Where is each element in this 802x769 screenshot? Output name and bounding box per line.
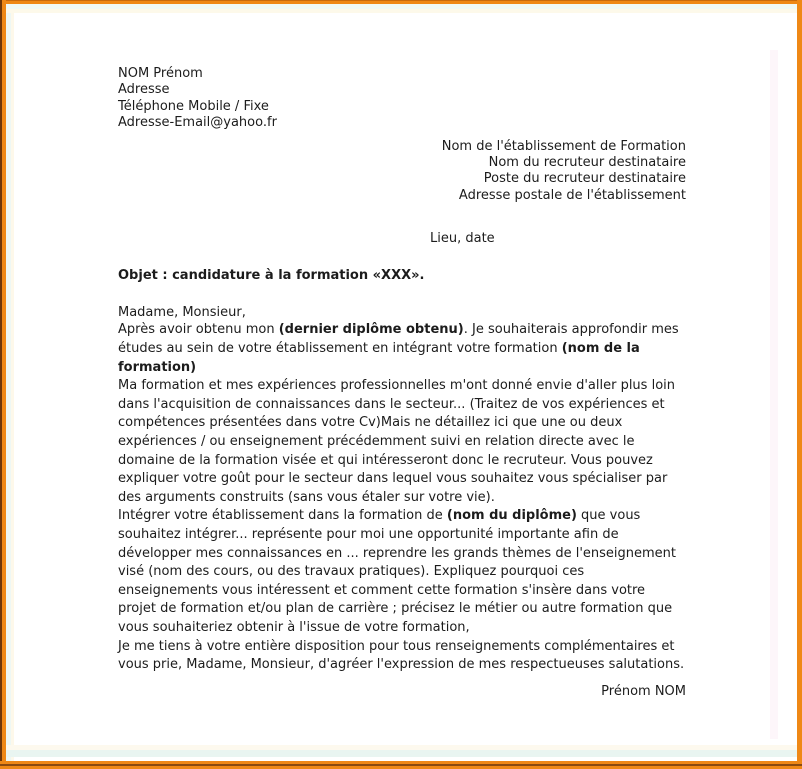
recipient-postal-address-line: Adresse postale de l'établissement [458, 187, 686, 203]
paragraph-text: Ma formation et mes expériences professionnelles m'ont donné envie d'aller plus loin dans l'acquisition de connaissances dans le secteur... (Traitez de vos expériences et compétences présentées dans votre Cv)Mais ne détaillez ici que une ou deux expériences / ou enseignement précédemment suivi en relation directe avec le domaine de la formation visée et qui intéresseront donc le recruteur. Vous pouvez expliquer votre goût pour le secteur dans lequel vous souhaitez vous spécialiser par des arguments construits (sans vous étaler sur votre vie). [118, 378, 675, 505]
placeholder-bold-text: (dernier diplôme obtenu) [278, 322, 464, 338]
frame-border-right [797, 0, 802, 769]
sender-name-line: NOM Prénom [118, 66, 203, 81]
frame-border-bottom [0, 761, 802, 769]
paragraph-experience [118, 377, 686, 507]
paragraph-intro [118, 321, 686, 377]
paragraph-text: que vous souhaitez intégrer... représente pour moi une opportunité importante afin de développer mes connaissances en ... reprendre les grands thèmes de l'enseignement visé (nom des cours, ou des travaux pratiques). Expliquez pourquoi ces enseignements vous intéressent et comment cette formation s'insère dans votre projet de formation et/ou plan de carrière ; précisez le métier ou autre formation que vous souhaiteriez obtenir à l'issue de votre formation, [118, 508, 677, 635]
paragraph-motivation [118, 507, 686, 637]
artifact-strip-right-pink [770, 50, 778, 739]
placeholder-bold-text: (nom de la formation) [118, 341, 640, 375]
recipient-block [118, 139, 686, 205]
sender-phone-line: Téléphone Mobile / Fixe [118, 98, 269, 114]
paragraph-text: Intégrer votre établissement dans la formation de [118, 508, 447, 524]
letter-content [118, 0, 686, 700]
artifact-strip-bottom-cyan [0, 750, 802, 757]
recipient-recruiter-name-line: Nom du recruteur destinataire [488, 155, 686, 171]
place-date: Lieu, date [430, 231, 495, 247]
recipient-recruiter-position-line: Poste du recruteur destinataire [483, 171, 686, 187]
sender-email-line: Adresse-Email@yahoo.fr [118, 115, 277, 131]
placeholder-bold-text: (nom du diplôme) [446, 508, 577, 524]
paragraph-text: Je me tiens à votre entière disposition pour tous renseignements complémentaires et vous prie, Madame, Monsieur, d'agréer l'expression de mes respectueuses salutations. [118, 638, 685, 673]
frame-border-left [0, 0, 6, 769]
paragraph-text: . Je souhaiterais approfondir mes études au sein de votre établissement en intégrant votre formation [118, 322, 679, 357]
sender-address-line: Adresse [118, 82, 170, 98]
subject-line: Objet : candidature à la formation «XXX». [118, 267, 425, 283]
paragraph-closing [118, 638, 686, 675]
recipient-establishment-line: Nom de l'établissement de Formation [441, 138, 686, 154]
artifact-strip-left-cream [11, 4, 14, 761]
sender-block [118, 66, 686, 132]
paragraph-text: Après avoir obtenu mon [118, 322, 279, 338]
salutation: Madame, Monsieur, [118, 305, 246, 321]
signature: Prénom NOM [601, 683, 686, 699]
